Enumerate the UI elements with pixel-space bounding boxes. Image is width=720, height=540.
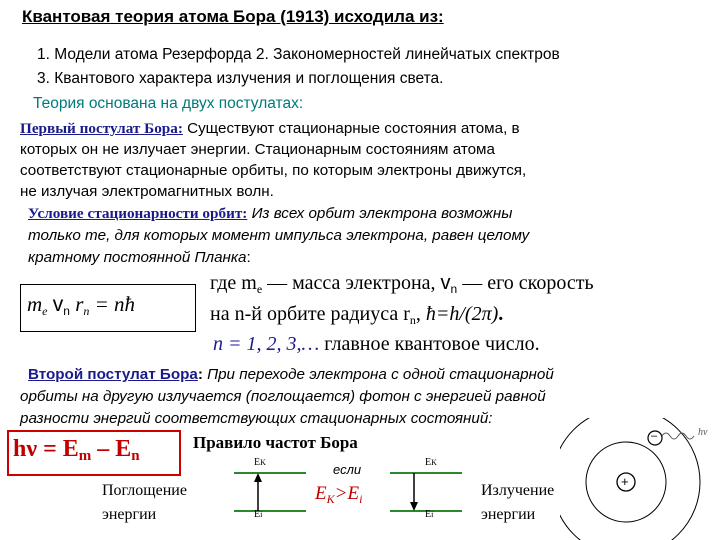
photon-wave: [662, 433, 694, 439]
condition-text3: кратному постоянной Планка: [28, 249, 247, 266]
eq-r: r: [69, 292, 84, 316]
title-colon: :: [438, 7, 444, 26]
eq-rhs: = nħ: [89, 292, 136, 316]
em-lower-E: E: [425, 509, 432, 520]
if-word: если: [333, 462, 362, 477]
em-upper-sub: K: [431, 458, 437, 467]
nucleus-sign: +: [621, 474, 629, 489]
quantization-equation: [27, 292, 135, 319]
em-upper-label: [425, 457, 437, 468]
bohr-hv: hν = E: [13, 436, 79, 462]
emission-line1: Излучение: [481, 482, 555, 499]
absorption-arrow-head: [254, 473, 262, 482]
bohr-minus: – E: [91, 436, 132, 462]
cond-gt: >: [334, 483, 348, 504]
expl-l2-dot: .: [498, 303, 504, 325]
expl-l1-c: — его скорость: [457, 272, 594, 294]
expl-l2-sub-n: n: [409, 313, 416, 327]
eq-sub-n2: n: [83, 304, 90, 318]
expl-l1-v: v: [440, 272, 451, 294]
bohr-formula: [13, 436, 140, 465]
postulate1-line3: соответствуют стационарные орбиты, по которым электроны движутся,: [20, 162, 527, 179]
abs-upper-sub: K: [260, 458, 266, 467]
expl-l3-rest: главное квантовое число.: [319, 333, 540, 355]
explanation-line2: [210, 303, 503, 328]
condition-label: Условие стационарности орбит:: [28, 205, 248, 222]
expl-l3-n: n = 1, 2, 3,…: [213, 333, 320, 355]
abs-lower-sub: i: [260, 510, 263, 519]
expl-l1-sub-n: n: [450, 282, 458, 296]
photon-label: hν: [698, 427, 708, 438]
postulate2-line3: разности энергий соответствующих стационарных состояний:: [20, 410, 493, 427]
eq-m: m: [27, 292, 43, 316]
condition-line1: [28, 204, 512, 225]
condition-text1: Из всех орбит электрона возможны: [247, 205, 513, 222]
postulate2-line1: [28, 365, 554, 386]
postulate1-line2: которых он не излучает энергии. Стационарным состояниям атома: [20, 141, 495, 158]
list-item-2: 3. Квантового характера излучения и поглощения света.: [37, 70, 444, 87]
em-lower-sub: i: [431, 510, 434, 519]
eq-sub-e: e: [42, 304, 48, 318]
bohr-sub-n: n: [131, 448, 140, 464]
postulate2-text1: При переходе электрона с одной стационарной: [202, 366, 554, 383]
expl-l2-b: ,: [415, 303, 426, 325]
cond-ek-sub: K: [326, 492, 335, 506]
absorption-line2: энергии: [102, 506, 157, 523]
condition-colon: :: [246, 249, 251, 266]
condition-line3: [28, 248, 251, 269]
atom-illustration: [560, 418, 720, 540]
expl-l1-sub-e: e: [256, 282, 263, 296]
cond-ek: E: [315, 483, 327, 504]
postulate2-line2: орбиты на другую излучается (поглощается) фотон с энергией равной: [20, 388, 546, 405]
emission-line2: энергии: [481, 506, 536, 523]
electron-sign: –: [651, 430, 658, 442]
postulate2-label: Второй постулат Бора: [28, 366, 198, 383]
intro-text: Теория основана на двух постулатах:: [33, 95, 304, 112]
absorption-line1: Поглощение: [102, 482, 187, 499]
expl-l1-a: где m: [210, 272, 257, 294]
postulate1-text1: Существуют стационарные состояния атома, в: [182, 120, 520, 137]
emission-arrow-head: [410, 502, 418, 511]
abs-upper-label: [254, 457, 266, 468]
title-text: Квантовая теория атома Бора (1913) исходила из: [22, 7, 439, 26]
em-upper-E: E: [425, 457, 432, 468]
postulate2-colon: :: [197, 366, 203, 383]
postulate1-line1: [20, 119, 520, 140]
condition-line2: только те, для которых момент импульса электрона, равен целому: [28, 227, 530, 244]
em-lower-label: [425, 509, 433, 520]
eq-sub-n1: n: [63, 304, 70, 318]
explanation-line3: [213, 333, 540, 356]
eq-v: v: [52, 293, 64, 316]
expl-l2-hbar: ħ=h/(2π): [425, 303, 499, 325]
abs-lower-E: E: [254, 509, 261, 520]
ek-greater-ei: [315, 483, 362, 507]
frequency-rule-label: Правило частот Бора: [193, 433, 358, 452]
cond-ei: E: [347, 483, 360, 504]
explanation-line1: [210, 272, 594, 297]
postulate1-line4: не излучая электромагнитных волн.: [20, 183, 274, 200]
bohr-sub-m: m: [78, 448, 92, 464]
slide-title: [22, 7, 444, 27]
cond-ei-sub: i: [359, 492, 363, 506]
list-item-1: 1. Модели атома Резерфорда 2. Закономерностей линейчатых спектров: [37, 46, 560, 63]
abs-upper-E: E: [254, 457, 261, 468]
expl-l1-b: — масса электрона,: [262, 272, 441, 294]
postulate1-label: Первый постулат Бора:: [20, 120, 183, 137]
expl-l2-a: на n-й орбите радиуса r: [210, 303, 410, 325]
abs-lower-label: [254, 509, 262, 520]
